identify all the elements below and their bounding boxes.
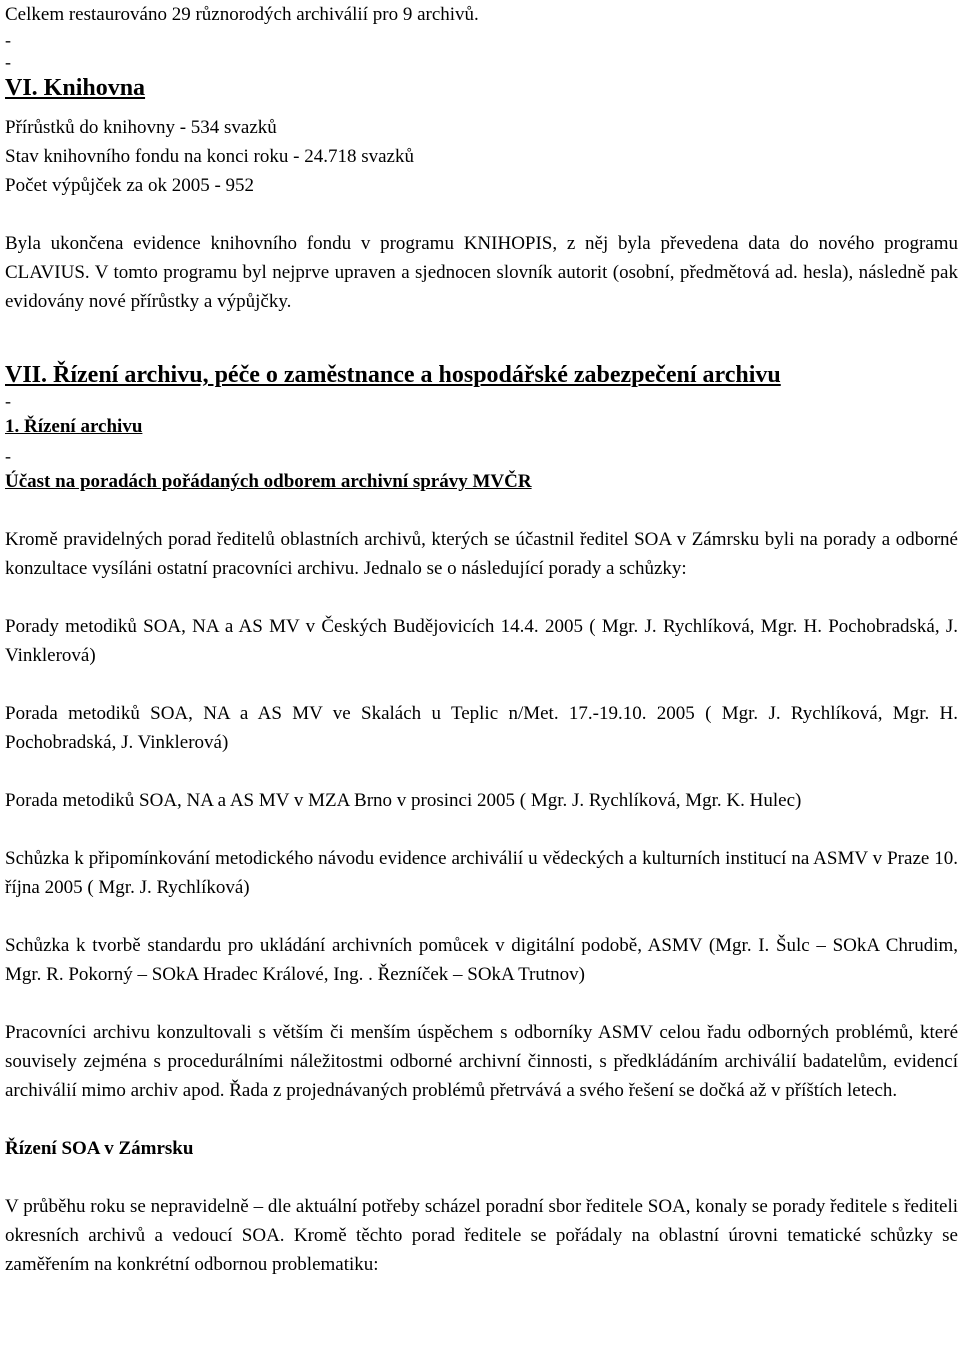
meeting-item: Porady metodiků SOA, NA a AS MV v Českých Budějovicích 14.4. 2005 ( Mgr. J. Rychlíková, Mgr. H. Pochobradská, J. Vinklerová): [5, 616, 958, 666]
meeting-item: Porada metodiků SOA, NA a AS MV v MZA Brno v prosinci 2005 ( Mgr. J. Rychlíková, Mgr. K. Hulec): [5, 790, 802, 811]
dash-separator: -: [5, 52, 11, 72]
consultation-paragraph: Pracovníci archivu konzultovali s větším či menším úspěchem s odborníky ASMV celou řadu odborných problémů, které souvisely zejména s procedurálními náležitostmi odborné archivní činnosti, s předkládáním archiválií badatelům, evidencí archiválií mimo archiv apod. Řada z projednávaných problémů přetrvává a svého řešení se dočká až v příštích letech.: [5, 1022, 958, 1101]
section-heading-library: VI. Knihovna: [5, 75, 146, 101]
document-page: [5, 0, 958, 1279]
library-stat-holdings: Stav knihovního fondu na konci roku - 24.718 svazků: [5, 146, 414, 167]
library-stat-loans: Počet výpůjček za ok 2005 - 952: [5, 175, 255, 196]
restoration-summary: Celkem restaurováno 29 různorodých archiválií pro 9 archivů.: [5, 4, 479, 25]
meetings-intro-paragraph: Kromě pravidelných porad ředitelů oblastních archivů, kterých se účastnil ředitel SOA v Zámrsku byli na porady a odborné konzultace vysíláni ostatní pracovníci archivu. Jednalo se o následující porady a schůzky:: [5, 529, 958, 579]
subsection-heading-archive-management: 1. Řízení archivu: [5, 416, 143, 437]
meeting-item: Porada metodiků SOA, NA a AS MV ve Skalách u Teplic n/Met. 17.-19.10. 2005 ( Mgr. J. Rychlíková, Mgr. H. Pochobradská, J. Vinklerová): [5, 703, 958, 753]
subsection-heading-meetings: Účast na poradách pořádaných odborem archivní správy MVČR: [5, 471, 532, 492]
dash-separator: -: [5, 446, 11, 466]
soa-management-heading: Řízení SOA v Zámrsku: [5, 1138, 194, 1159]
soa-management-paragraph: V průběhu roku se nepravidelně – dle aktuální potřeby scházel poradní sbor ředitele SOA, konaly se porady ředitele s řediteli okresních archivů a vedoucí SOA. Kromě těchto porad ředitele se pořádaly na oblastní úrovni tematické schůzky se zaměřením na konkrétní odbornou problematiku:: [5, 1196, 958, 1275]
dash-separator: -: [5, 30, 11, 50]
library-stat-acquisitions: Přírůstků do knihovny - 534 svazků: [5, 117, 277, 138]
library-paragraph: Byla ukončena evidence knihovního fondu v programu KNIHOPIS, z něj byla převedena data do nového programu CLAVIUS. V tomto programu byl nejprve upraven a sjednocen slovník autorit (osobní, předmětová ad. hesla), následně pak evidovány nové přírůstky a výpůjčky.: [5, 233, 958, 312]
section-heading-management: VII. Řízení archivu, péče o zaměstnance a hospodářské zabezpečení archivu: [5, 362, 781, 388]
meeting-item: Schůzka k tvorbě standardu pro ukládání archivních pomůcek v digitální podobě, ASMV (Mgr. I. Šulc – SOkA Chrudim, Mgr. R. Pokorný – SOkA Hradec Králové, Ing. . Řezníček – SOkA Trutnov): [5, 935, 958, 985]
meeting-item: Schůzka k připomínkování metodického návodu evidence archiválií u vědeckých a kulturních institucí na ASMV v Praze 10. října 2005 ( Mgr. J. Rychlíková): [5, 848, 958, 898]
dash-separator: -: [5, 391, 11, 411]
